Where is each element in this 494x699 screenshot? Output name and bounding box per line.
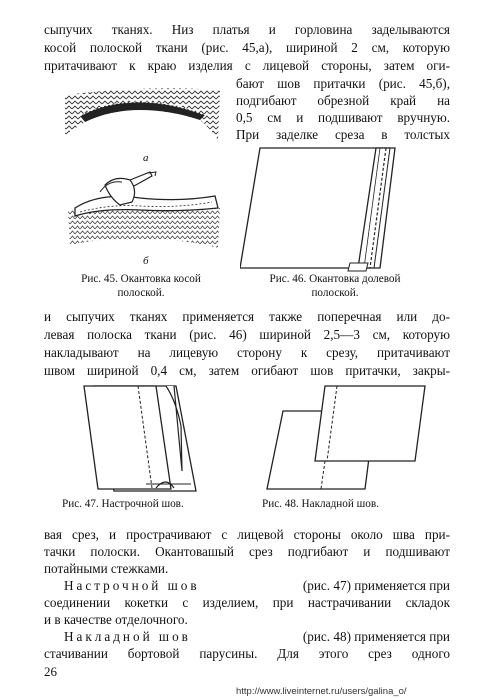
text-span: стачивании бортовой парусины. Для этого срез одного [44, 646, 450, 661]
text-line: и сыпучих тканях применяется также поперечная или до- [44, 309, 450, 324]
text-line: тачки полоски. Окантовашый срез подгибают и подшивают [44, 544, 450, 559]
watermark-url[interactable]: http://www.liveinternet.ru/users/galina_o/ [236, 686, 407, 697]
caption-line: полоской. [311, 287, 359, 299]
caption-line: Рис. 45. Окантовка косой [81, 273, 201, 285]
text-line: потайными стежками. [44, 561, 169, 576]
text-line: сыпучих тканях. Низ платья и горловина заделываются [44, 22, 450, 37]
text-line: левая полоска ткани (рис. 46) шириной 2,5—3 см, которую [44, 327, 450, 342]
text-line [44, 646, 450, 663]
page-number: 26 [44, 664, 57, 679]
figure-47-caption: Рис. 47. Настрочной шов. [62, 498, 184, 510]
figure-label-a: а [143, 152, 149, 164]
figure-48-caption: Рис. 48. Накладной шов. [262, 498, 379, 510]
text-line: притачивают к краю изделия с лицевой стороны, затем оги- [44, 58, 450, 73]
text-span: (рис. 48) применяется при [302, 629, 450, 644]
text-line: накладывают на лицевую сторону к срезу, притачивают [44, 345, 450, 360]
text-span: (рис. 47) применяется при [302, 578, 450, 593]
term-nakladnoy: Накладной шов [64, 629, 191, 644]
text-line: При заделке среза в толстых [236, 127, 450, 142]
text-line: соединении кокетки с изделием, при настрачивании складок [44, 595, 450, 610]
text-line: вая срез, и прострачивают с лицевой стороны около шва при- [44, 527, 450, 542]
figure-45-drawing [60, 80, 230, 255]
paragraph-line [64, 578, 450, 595]
term-nastrochnoy: Настрочной шов [64, 578, 200, 593]
paragraph-line [64, 629, 450, 646]
caption-line: полоской. [117, 287, 165, 299]
figure-47-drawing [56, 381, 226, 496]
figure-46-drawing [240, 143, 420, 273]
text-line: косой полоской ткани (рис. 45,а), шириной 2 см, которую [44, 40, 450, 55]
caption-line: Рис. 46. Окантовка долевой [269, 273, 401, 285]
text-line: и в качестве отделочного. [44, 612, 188, 627]
figure-label-b: б [143, 255, 149, 267]
figure-45-caption [56, 272, 226, 300]
figure-48-drawing [255, 381, 435, 496]
figure-46-caption [250, 272, 420, 300]
text-line: 0,5 см и подшивают вручную. [236, 110, 450, 125]
text-line: бают шов притачки (рис. 45,б), [236, 76, 450, 91]
text-line: подгибают обрезной край на [236, 93, 450, 108]
text-line: швом шириной 0,4 см, затем огибают шов притачки, закры- [44, 363, 450, 378]
